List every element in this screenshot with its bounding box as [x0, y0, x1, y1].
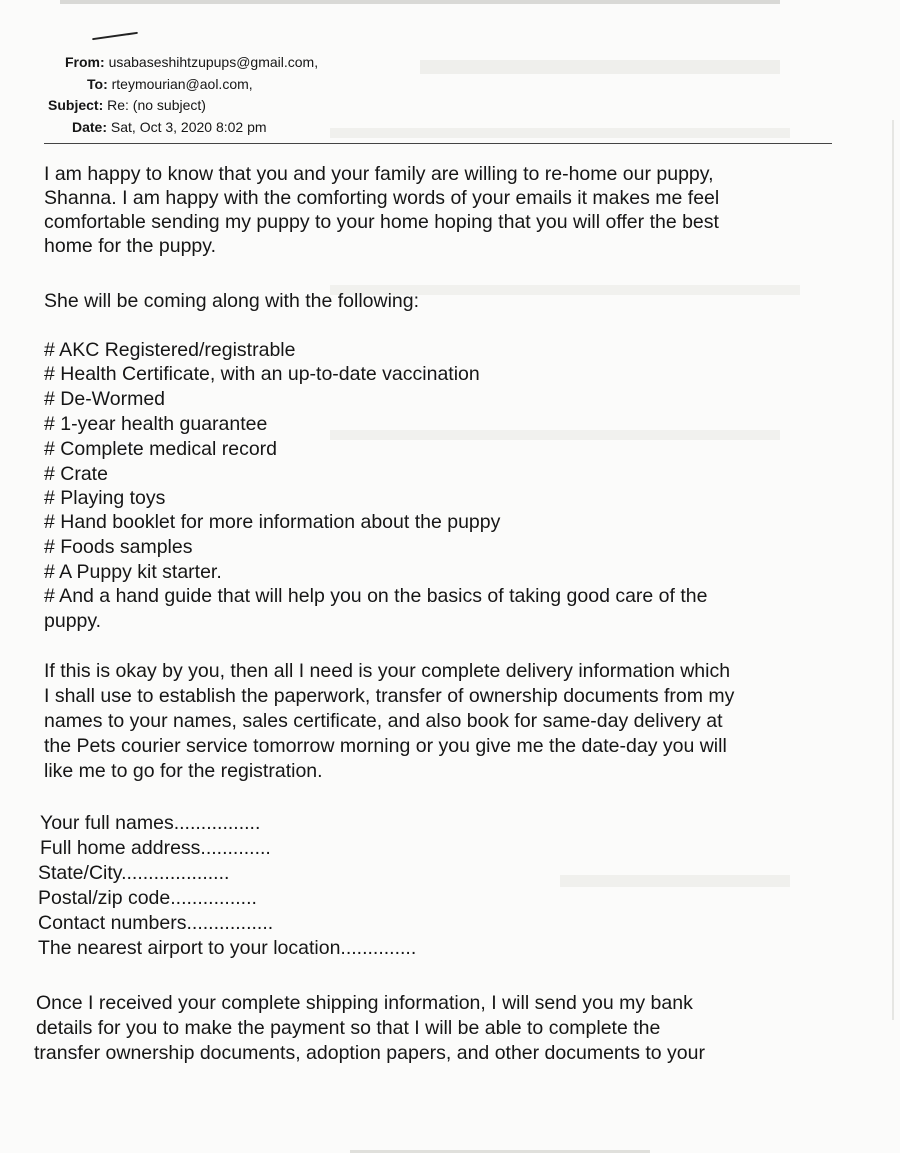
- scan-right-edge: [892, 120, 894, 1020]
- date-value: Sat, Oct 3, 2020 8:02 pm: [110, 119, 267, 135]
- intro-line: home for the puppy.: [44, 235, 216, 257]
- form-field: Full home address.............: [40, 837, 271, 859]
- to-row: [87, 76, 253, 92]
- pen-mark: [92, 32, 138, 40]
- to-label: To:: [87, 76, 108, 92]
- delivery-line: names to your names, sales certificate, and also book for same-day delivery at: [44, 710, 723, 732]
- intro-line: comfortable sending my puppy to your home hoping that you will offer the best: [44, 211, 719, 233]
- list-item: # Complete medical record: [44, 438, 278, 460]
- form-field: Your full names................: [40, 812, 261, 834]
- from-label: From:: [65, 54, 105, 70]
- delivery-line: like me to go for the registration.: [44, 760, 323, 782]
- closing-line: Once I received your complete shipping information, I will send you my bank: [36, 992, 693, 1014]
- list-item: # Playing toys: [44, 487, 166, 509]
- scan-top-edge: [60, 0, 780, 4]
- bleed-through: [420, 60, 780, 74]
- closing-line: details for you to make the payment so that I will be able to complete the: [36, 1017, 661, 1039]
- bleed-through: [560, 875, 790, 887]
- delivery-line: I shall use to establish the paperwork, transfer of ownership documents from my: [44, 685, 735, 707]
- list-item: # Hand booklet for more information about the puppy: [44, 511, 501, 533]
- date-label: Date:: [72, 119, 108, 135]
- intro-line: Shanna. I am happy with the comforting words of your emails it makes me feel: [44, 187, 720, 209]
- subject-value: Re: (no subject): [107, 97, 206, 113]
- subject-row: [48, 97, 206, 113]
- form-field: State/City....................: [38, 862, 230, 884]
- form-field: Contact numbers................: [38, 912, 274, 934]
- from-value: usabaseshihtzupups@gmail.com,: [108, 54, 319, 70]
- closing-line: transfer ownership documents, adoption papers, and other documents to your: [34, 1042, 705, 1064]
- from-row: [65, 54, 318, 70]
- form-field: The nearest airport to your location..............: [38, 937, 417, 959]
- list-item: puppy.: [44, 610, 102, 632]
- date-row: [72, 119, 267, 135]
- list-item: # De-Wormed: [44, 388, 166, 410]
- subject-label: Subject:: [48, 97, 104, 113]
- list-item: # And a hand guide that will help you on the basics of taking good care of the: [44, 585, 708, 607]
- list-item: # Foods samples: [44, 536, 193, 558]
- delivery-line: If this is okay by you, then all I need is your complete delivery information which: [44, 660, 731, 682]
- list-item: # Health Certificate, with an up-to-date vaccination: [44, 363, 480, 385]
- list-item: # Crate: [44, 463, 108, 485]
- list-item: # A Puppy kit starter.: [44, 561, 222, 583]
- bleed-through: [330, 128, 790, 138]
- to-value: rteymourian@aol.com,: [111, 76, 253, 92]
- list-item: # 1-year health guarantee: [44, 413, 268, 435]
- bleed-through: [330, 430, 780, 440]
- intro-line: I am happy to know that you and your family are willing to re-home our puppy,: [44, 163, 714, 185]
- delivery-line: the Pets courier service tomorrow morning or you give me the date-day you will: [44, 735, 727, 757]
- header-divider: [44, 143, 832, 144]
- list-intro: She will be coming along with the following:: [44, 290, 420, 312]
- list-item: # AKC Registered/registrable: [44, 339, 296, 361]
- form-field: Postal/zip code................: [38, 887, 257, 909]
